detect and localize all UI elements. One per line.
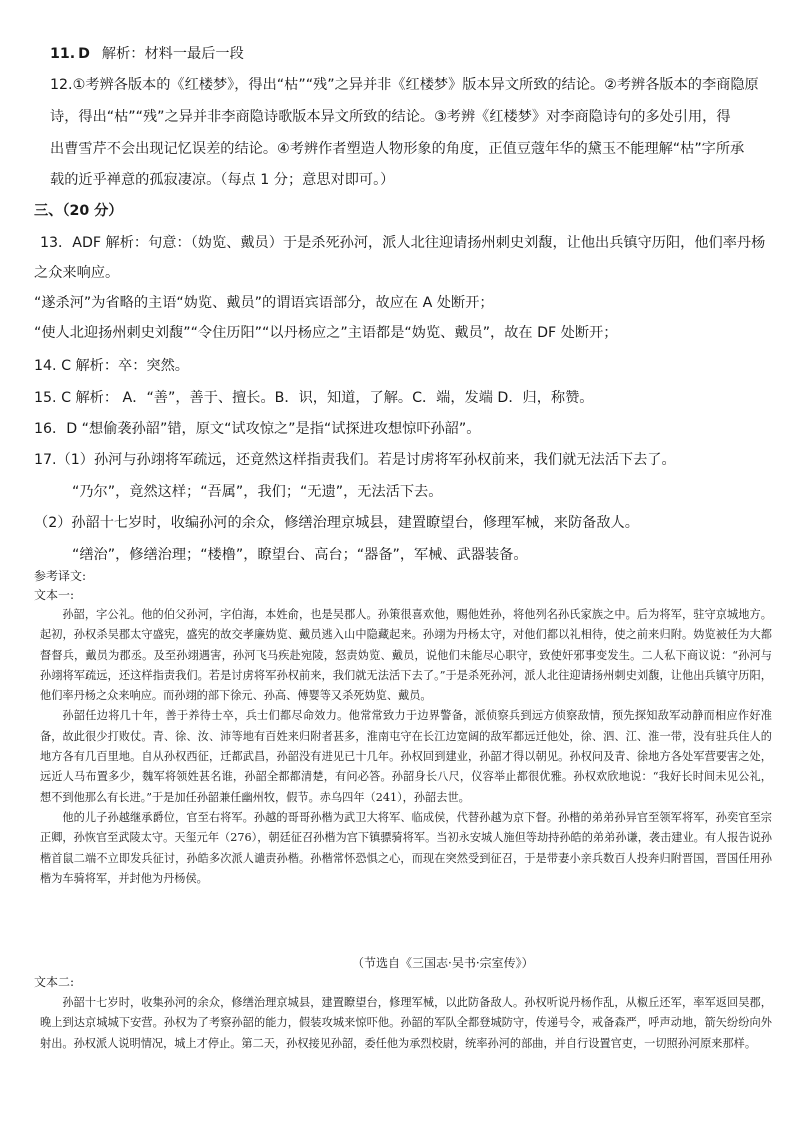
source-citation: （节选自《三国志·吴书·宗室传》） [352, 956, 534, 970]
answer-17-line2: “乃尔”，竟然这样；“吾属”，我们；“无遗”，无法活下去。 [72, 484, 443, 500]
text1-paragraph: 孙韶任边将几十年，善于养待士卒，兵士们都尽命效力。他常常致力于边界警备，派侦察兵到远方侦察敌情，预先探知敌军动静而相应作好准备，故此很少打败仗。青、徐、汝、沛等地有百姓来归附者甚多，淮南屯守在长江边宽阔的敌军都远迁他处，徐、泗、江、淮一带，没有驻兵住人的地方各有几百里地。自从孙权西征，迁都武昌，孙韶没有进见已十几年。孙权回到建业，孙韶才得以朝见。孙权问及青、徐地方各处军营要害之处，远近人马布置多少，魏军将领姓甚名谁，孙韶全都都清楚，有问必答。孙韶身长八尺，仪容举止都很优雅。孙权欢欣地说：“我好长时间未见公礼，想不到他那么有长进。”于是加任孙韶兼任幽州牧，假节。赤乌四年（241），孙韶去世。 [40, 709, 772, 804]
text1-label: 文本一: [34, 588, 75, 602]
answer-12-line2: 诗，得出“枯”“残”之异并非李商隐诗歌版本异文所致的结论。③考辨《红楼梦》对李商隐诗句的多处引用，得 [50, 109, 731, 125]
answer-17-line3: （2）孙韶十七岁时，收编孙河的余众，修缮治理京城县，建置瞭望台，修理军械，来防备敌人。 [34, 515, 639, 531]
answer-12-line3: 出曹雪芹不会出现记忆误差的结论。④考辨作者塑造人物形象的角度，正值豆蔻年华的黛玉不能理解“枯”字所承 [50, 141, 745, 157]
answer-number: 11. [50, 46, 76, 62]
text2-label: 文本二: [34, 975, 75, 989]
text1-paragraph: 他的儿子孙越继承爵位，官至右将军。孙越的哥哥孙楷为武卫大将军、临成侯，代替孙越为京下督。孙楷的弟弟孙异官至领军将军，孙奕官至宗正卿，孙恢官至武陵太守。天玺元年（276），朝廷征召孙楷为宫下镇骠骑将军。当初永安城人施但等劫持孙皓的弟弟孙谦，袭击建业。有人报告说孙楷首鼠二端不立即发兵征讨，孙皓多次派人谴责孙楷。孙楷常怀恐惧之心，而现在突然受到征召，于是带妻小亲兵数百人投奔归附晋国，晋国任用孙楷为车骑将军，并封他为丹杨侯。 [40, 810, 772, 885]
answer-text: 解析：材料一最后一段 [101, 46, 244, 62]
text1-body [40, 605, 772, 889]
answer-15: 15. C 解析： A．“善”，善于、擅长。B．识，知道，了解。C．端，发端 D．归，称赞。 [34, 390, 594, 406]
answer-13-line3: “遂杀河”为省略的主语“妫览、戴员”的谓语宾语部分，故应在 A 处断开； [34, 295, 494, 311]
answer-13-line4: “使人北迎扬州刺史刘馥”“令住历阳”“以丹杨应之”主语都是“妫览、戴员”，故在 DF 处断开； [34, 325, 618, 341]
answer-12-line4: 载的近乎禅意的孤寂凄凉。（每点 1 分；意思对即可。） [50, 172, 395, 188]
section-heading: 三、（20 分） [34, 203, 123, 219]
text2-body [40, 993, 772, 1054]
translation-heading: 参考译文: [34, 569, 87, 583]
answer-11 [50, 44, 244, 64]
answer-16: 16．D “想偷袭孙韶”错，原文“试攻惊之”是指“试探进攻想惊吓孙韶”。 [34, 421, 481, 437]
answer-17-line4: “缮治”，修缮治理；“楼橹”，瞭望台、高台；“器备”，军械、武器装备。 [72, 547, 528, 563]
answer-letter: D [78, 46, 90, 62]
answer-14: 14. C 解析：卒：突然。 [34, 358, 189, 374]
answer-13-line2: 之众来响应。 [34, 265, 120, 281]
answer-12-line1: 12.①考辨各版本的《红楼梦》，得出“枯”“残”之异并非《红楼梦》版本异文所致的结论。②考辨各版本的李商隐原 [50, 77, 759, 93]
answer-13-line1: 13．ADF 解析：句意：（妫览、戴员）于是杀死孙河，派人北往迎请扬州刺史刘馥，让他出兵镇守历阳，他们率丹杨 [40, 235, 766, 251]
text1-paragraph: 孙韶，字公礼。他的伯父孙河，字伯海，本姓俞，也是吴郡人。孙策很喜欢他，赐他姓孙，将他列名孙氏家族之中。后为将军，驻守京城地方。起初，孙权杀吴郡太守盛宪，盛宪的故交孝廉妫览、戴员逃入山中隐藏起来。孙翊为丹杨太守，对他们都以礼相待，使之前来归附。妫览被任为大都督督兵，戴员为郡丞。及至孙翊遇害，孙河飞马疾赴宛陵，怒责妫览、戴员，说他们未能尽心职守，致使奸邪事变发生。二人私下商议说：“孙河与孙翊将军疏远，还这样指责我们。若是讨虏将军孙权前来，我们就无法活下去了。”于是杀死孙河，派人北往迎请扬州刺史刘馥，让他出兵镇守历阳，他们率丹杨之众来响应。而孙翊的部下徐元、孙高、傅婴等又杀死妫览、戴员。 [40, 608, 772, 703]
text2-paragraph: 孙韶十七岁时，收集孙河的余众，修缮治理京城县，建置瞭望台，修理军械，以此防备敌人。孙权听说丹杨作乱，从椒丘还军，率军返回吴郡，晚上到达京城城下安营。孙权为了考察孙韶的能力，假装攻城来惊吓他。孙韶的军队全都登城防守，传递号令，戒备森严，呼声动地，箭矢纷纷向外射出。孙权派人说明情况，城上才停止。第二天，孙权接见孙韶，委任他为承烈校尉，统率孙河的部曲，并自行设置官吏，一切照孙河原来那样。 [40, 996, 772, 1050]
answer-17-line1: 17.（1）孙河与孙翊将军疏远，还竟然这样指责我们。若是讨虏将军孙权前来，我们就无法活下去了。 [34, 452, 676, 468]
